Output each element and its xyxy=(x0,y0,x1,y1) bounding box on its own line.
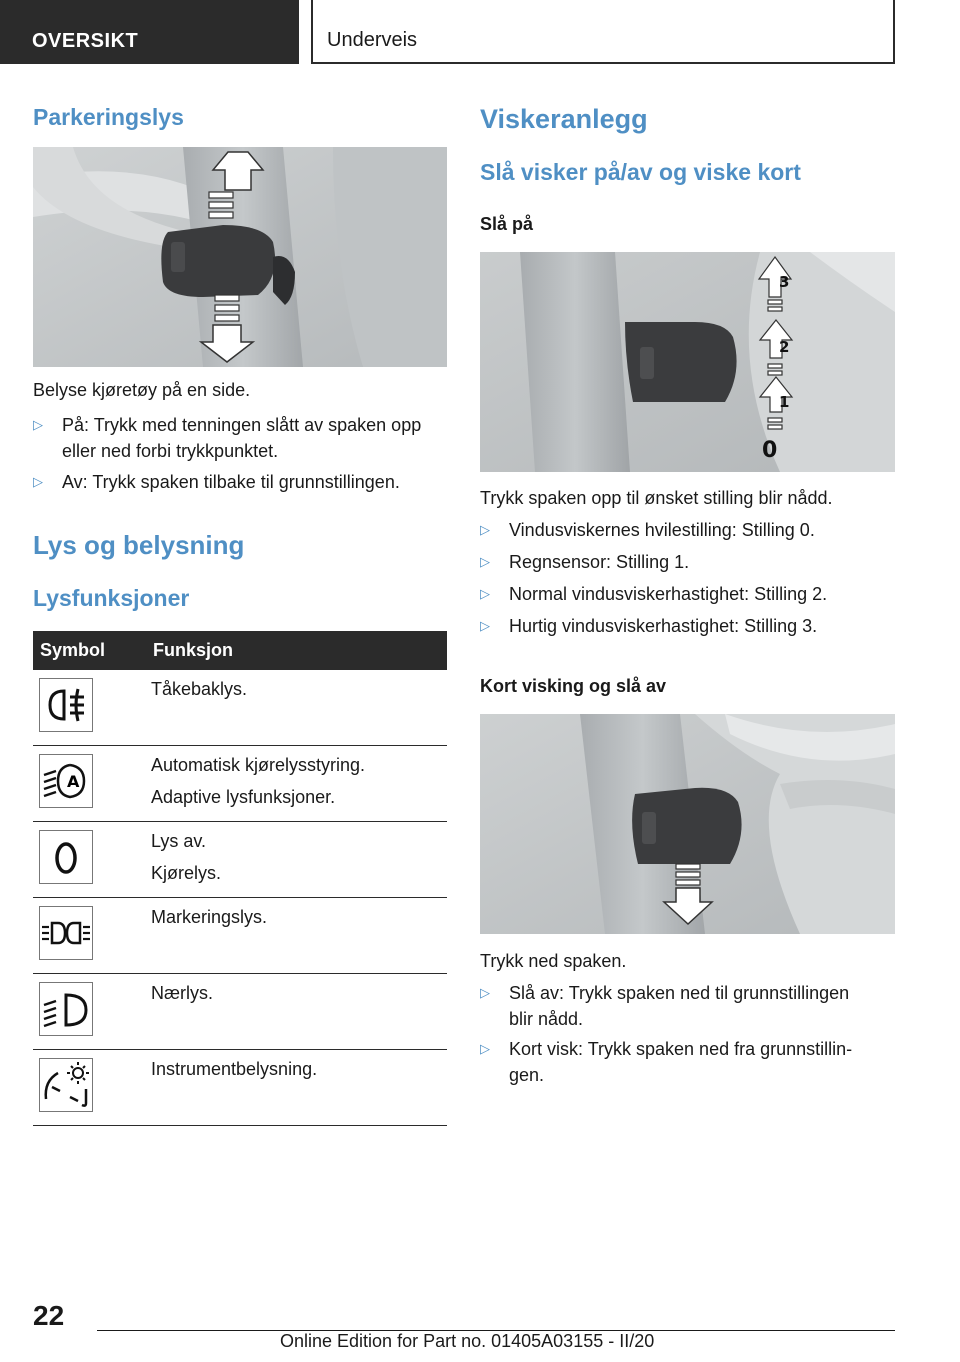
instrument-lighting-icon xyxy=(39,1058,93,1112)
light-functions-heading: Lysfunksjoner xyxy=(33,585,190,611)
list-item: ▷ Av: Trykk spaken tilbake til grunnstillingen. xyxy=(33,469,447,495)
wiper-subheading: Slå visker på/av og viske kort xyxy=(480,159,801,185)
bullet-triangle-icon: ▷ xyxy=(480,522,490,537)
table-header-symbol: Symbol xyxy=(33,631,143,670)
fog-light-icon xyxy=(39,678,93,732)
bullet-triangle-icon: ▷ xyxy=(33,474,43,489)
table-row: Tåkebaklys. xyxy=(33,670,447,746)
list-item: ▷ Kort visk: Trykk spaken ned fra grunnstillin- gen. xyxy=(480,1036,895,1088)
switch-on-heading: Slå på xyxy=(480,214,534,234)
list-item: ▷ På: Trykk med tenningen slått av spaken opp eller ned forbi trykkpunktet. xyxy=(33,412,447,464)
chapter-tab xyxy=(311,0,895,64)
chapter-label: Underveis xyxy=(327,29,418,51)
table-row: Markeringslys. xyxy=(33,898,447,974)
low-beam-icon xyxy=(39,982,93,1036)
bullet-triangle-icon: ▷ xyxy=(480,554,490,569)
bullet-triangle-icon: ▷ xyxy=(480,618,490,633)
page-number: 22 xyxy=(33,1300,65,1331)
auto-light-icon xyxy=(39,754,93,808)
bullet-triangle-icon: ▷ xyxy=(480,1041,490,1056)
svg-text:A: A xyxy=(67,772,80,791)
lights-heading: Lys og belysning xyxy=(33,530,245,560)
table-header-function: Funksjon xyxy=(143,631,447,670)
parking-lever-illustration xyxy=(33,147,447,367)
section-label: OVERSIKT xyxy=(32,30,139,52)
wiper-on-illustration xyxy=(480,252,895,472)
list-item: ▷ Vindusviskernes hvilestilling: Stilling 0. xyxy=(480,517,895,543)
position-label-1: 1 xyxy=(779,393,790,411)
parking-intro: Belyse kjøretøy på en side. xyxy=(33,380,251,400)
table-row: A Automatisk kjørelysstyring. Adaptive lysfunksjoner. xyxy=(33,746,447,822)
bullet-triangle-icon: ▷ xyxy=(480,985,490,1000)
light-off-icon xyxy=(39,830,93,884)
short-wipe-intro: Trykk ned spaken. xyxy=(480,951,627,971)
edition-note: Online Edition for Part no. 01405A03155 - II/20 xyxy=(280,1331,655,1351)
side-marker-light-icon xyxy=(39,906,93,960)
position-label-2: 2 xyxy=(779,338,790,356)
section-tab xyxy=(0,0,299,64)
wiper-heading: Viskeranlegg xyxy=(480,104,648,134)
list-item: ▷ Slå av: Trykk spaken ned til grunnstillingen blir nådd. xyxy=(480,980,895,1032)
bullet-triangle-icon: ▷ xyxy=(480,586,490,601)
list-item: ▷ Hurtig vindusviskerhastighet: Stilling 3. xyxy=(480,613,895,639)
short-wipe-heading: Kort visking og slå av xyxy=(480,676,667,696)
parking-light-heading: Parkeringslys xyxy=(33,104,184,130)
bullet-triangle-icon: ▷ xyxy=(33,417,43,432)
list-item: ▷ Regnsensor: Stilling 1. xyxy=(480,549,895,575)
table-row: Lys av. Kjørelys. xyxy=(33,822,447,898)
table-row: Instrumentbelysning. xyxy=(33,1050,447,1126)
list-item: ▷ Normal vindusviskerhastighet: Stilling 2. xyxy=(480,581,895,607)
light-functions-table xyxy=(33,631,447,1126)
wiper-short-illustration xyxy=(480,714,895,934)
switch-on-intro: Trykk spaken opp til ønsket stilling blir nådd. xyxy=(480,488,833,508)
position-label-0: 0 xyxy=(762,438,778,463)
table-row: Nærlys. xyxy=(33,974,447,1050)
position-label-3: 3 xyxy=(779,273,790,291)
